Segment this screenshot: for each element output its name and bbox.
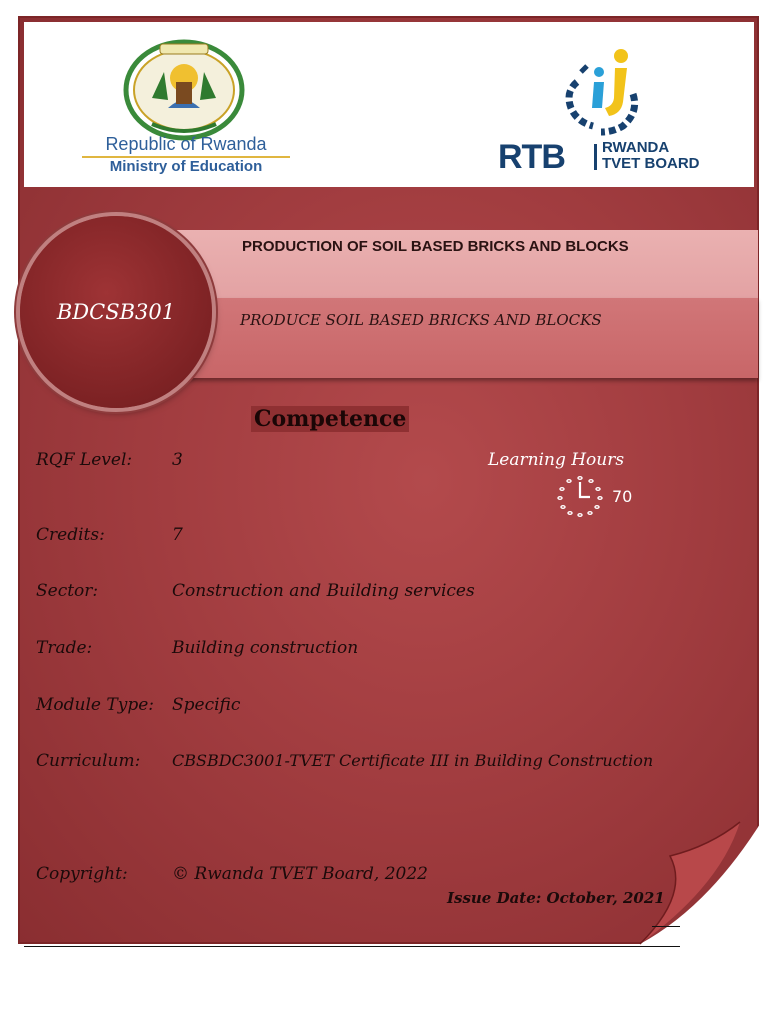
- curriculum-label: Curriculum:: [36, 751, 141, 771]
- rqf-level-value: 3: [172, 450, 183, 470]
- divider-short: [652, 926, 680, 927]
- rqf-level-label: RQF Level:: [36, 450, 133, 470]
- clock-icon: [554, 474, 606, 518]
- title-band-dark: [175, 298, 758, 378]
- copyright-label: Copyright:: [36, 864, 128, 884]
- page-curl-decoration: [600, 816, 765, 951]
- sector-label: Sector:: [36, 581, 99, 601]
- module-type-value: Specific: [172, 695, 241, 715]
- rtb-name-line2: TVET BOARD: [602, 155, 700, 172]
- competence-heading: Competence: [251, 406, 409, 432]
- issue-date: Issue Date: October, 2021: [447, 889, 665, 907]
- trade-label: Trade:: [36, 638, 93, 658]
- curriculum-value: CBSBDC3001-TVET Certificate III in Building Construction: [172, 751, 654, 770]
- rtb-gear-logo-icon: [557, 42, 647, 142]
- credits-value: 7: [172, 525, 183, 545]
- header-logos: [24, 22, 754, 187]
- module-type-label: Module Type:: [36, 695, 154, 715]
- gov-name: Republic of Rwanda: [105, 134, 267, 154]
- sector-value: Construction and Building services: [172, 581, 475, 601]
- trade-value: Building construction: [172, 638, 359, 658]
- rtb-name-line1: RWANDA: [602, 139, 670, 156]
- learning-hours-value: 70: [612, 487, 633, 506]
- rtb-separator: [594, 144, 597, 170]
- rtb-abbreviation: RTB: [498, 138, 565, 176]
- copyright-value: © Rwanda TVET Board, 2022: [172, 864, 428, 884]
- credits-label: Credits:: [36, 525, 105, 545]
- rtb-full-name: [602, 140, 700, 172]
- ministry-name: Ministry of Education: [109, 158, 263, 175]
- divider-long: [24, 946, 680, 947]
- module-code: BDCSB301: [56, 300, 176, 324]
- module-title: PRODUCTION OF SOIL BASED BRICKS AND BLOCKS: [242, 238, 629, 255]
- rwanda-coat-of-arms-icon: [122, 38, 246, 144]
- learning-hours-label: Learning Hours: [488, 450, 625, 470]
- competence-statement: PRODUCE SOIL BASED BRICKS AND BLOCKS: [240, 311, 602, 329]
